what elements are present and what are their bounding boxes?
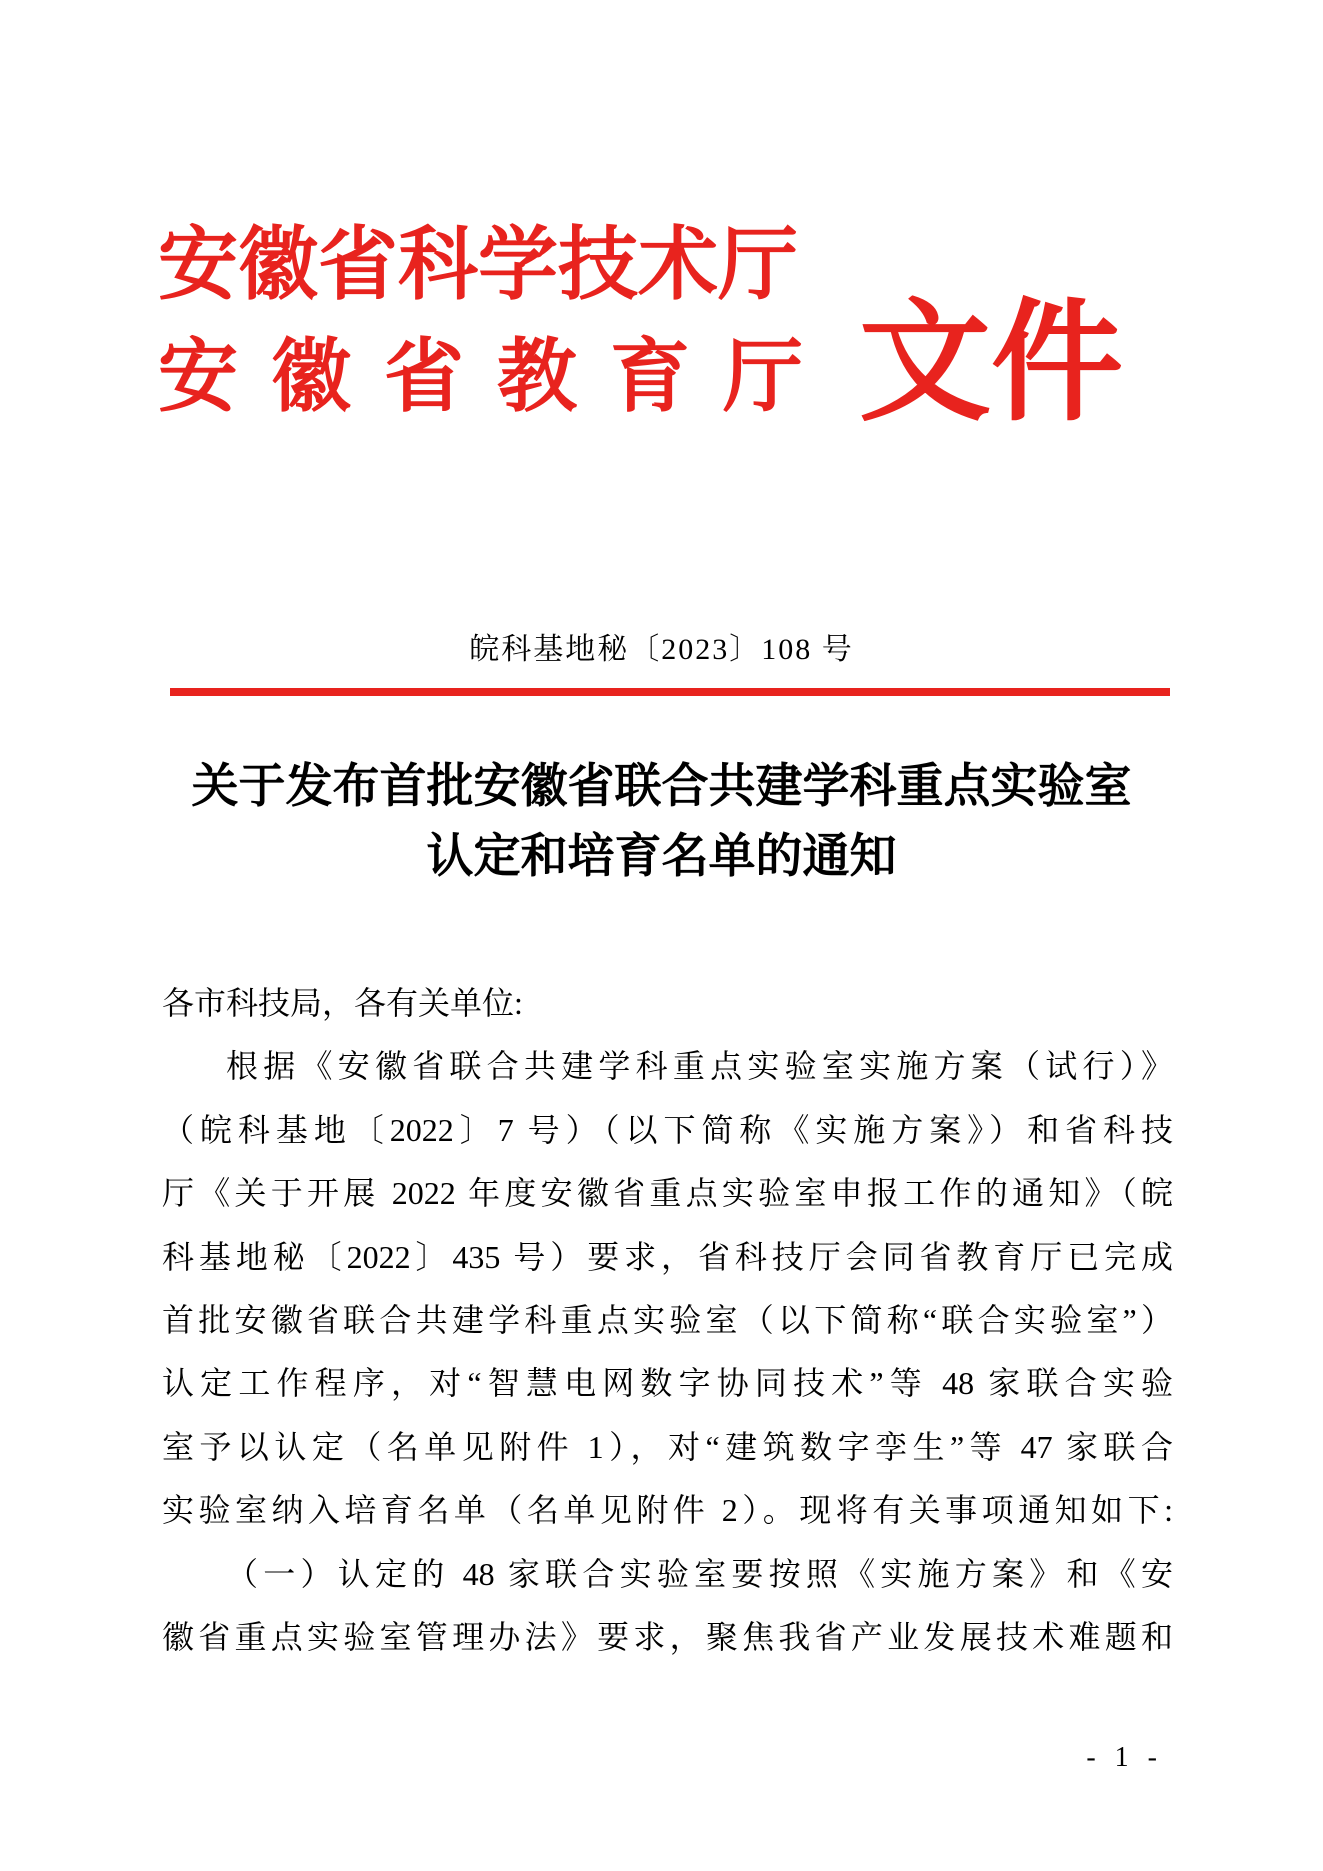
document-title	[0, 752, 1323, 892]
document-title-line-2: 认定和培育名单的通知	[426, 831, 897, 883]
document-word: 文件	[859, 290, 1123, 437]
body-line: 室予以认定（名单见附件 1），对“建筑数字孪生”等 47 家联合	[162, 1428, 1173, 1465]
body-line: 科基地秘〔2022〕435 号）要求，省科技厅会同省教育厅已完成	[162, 1238, 1173, 1275]
page-footer	[1086, 1742, 1163, 1774]
body-line: （一）认定的 48 家联合实验室要按照《实施方案》和《安	[226, 1555, 1173, 1592]
body-line: 厅《关于开展 2022 年度安徽省重点实验室申报工作的通知》（皖	[162, 1175, 1173, 1212]
body-line: 实验室纳入培育名单（名单见附件 2）。现将有关事项通知如下:	[162, 1492, 1173, 1529]
body-line: （皖科基地〔2022〕7 号）（以下简称《实施方案》）和省科技	[162, 1111, 1173, 1148]
body-line: 首批安徽省联合共建学科重点实验室（以下简称“联合实验室”）	[162, 1302, 1173, 1339]
issuer-names	[158, 210, 836, 434]
body-line: 徽省重点实验室管理办法》要求，聚焦我省产业发展技术难题和	[162, 1619, 1173, 1656]
red-divider-rule	[170, 688, 1170, 696]
page-number: - 1 -	[1086, 1742, 1163, 1773]
red-letterhead	[158, 210, 1123, 437]
issuer-line-1: 安徽省科学技术厅	[158, 222, 798, 310]
document-title-line-1: 关于发布首批安徽省联合共建学科重点实验室	[191, 761, 1132, 813]
body-line: 认定工作程序，对“智慧电网数字协同技术”等 48 家联合实验	[162, 1365, 1173, 1402]
document-body	[162, 972, 1173, 1669]
body-line: 各市科技局，各有关单位:	[162, 985, 523, 1021]
document-number: 皖科基地秘〔2023〕108 号	[469, 633, 854, 666]
issuer-line-2: 安徽省教育厅	[158, 334, 836, 422]
body-line: 根据《安徽省联合共建学科重点实验室实施方案（试行）》	[226, 1048, 1173, 1085]
